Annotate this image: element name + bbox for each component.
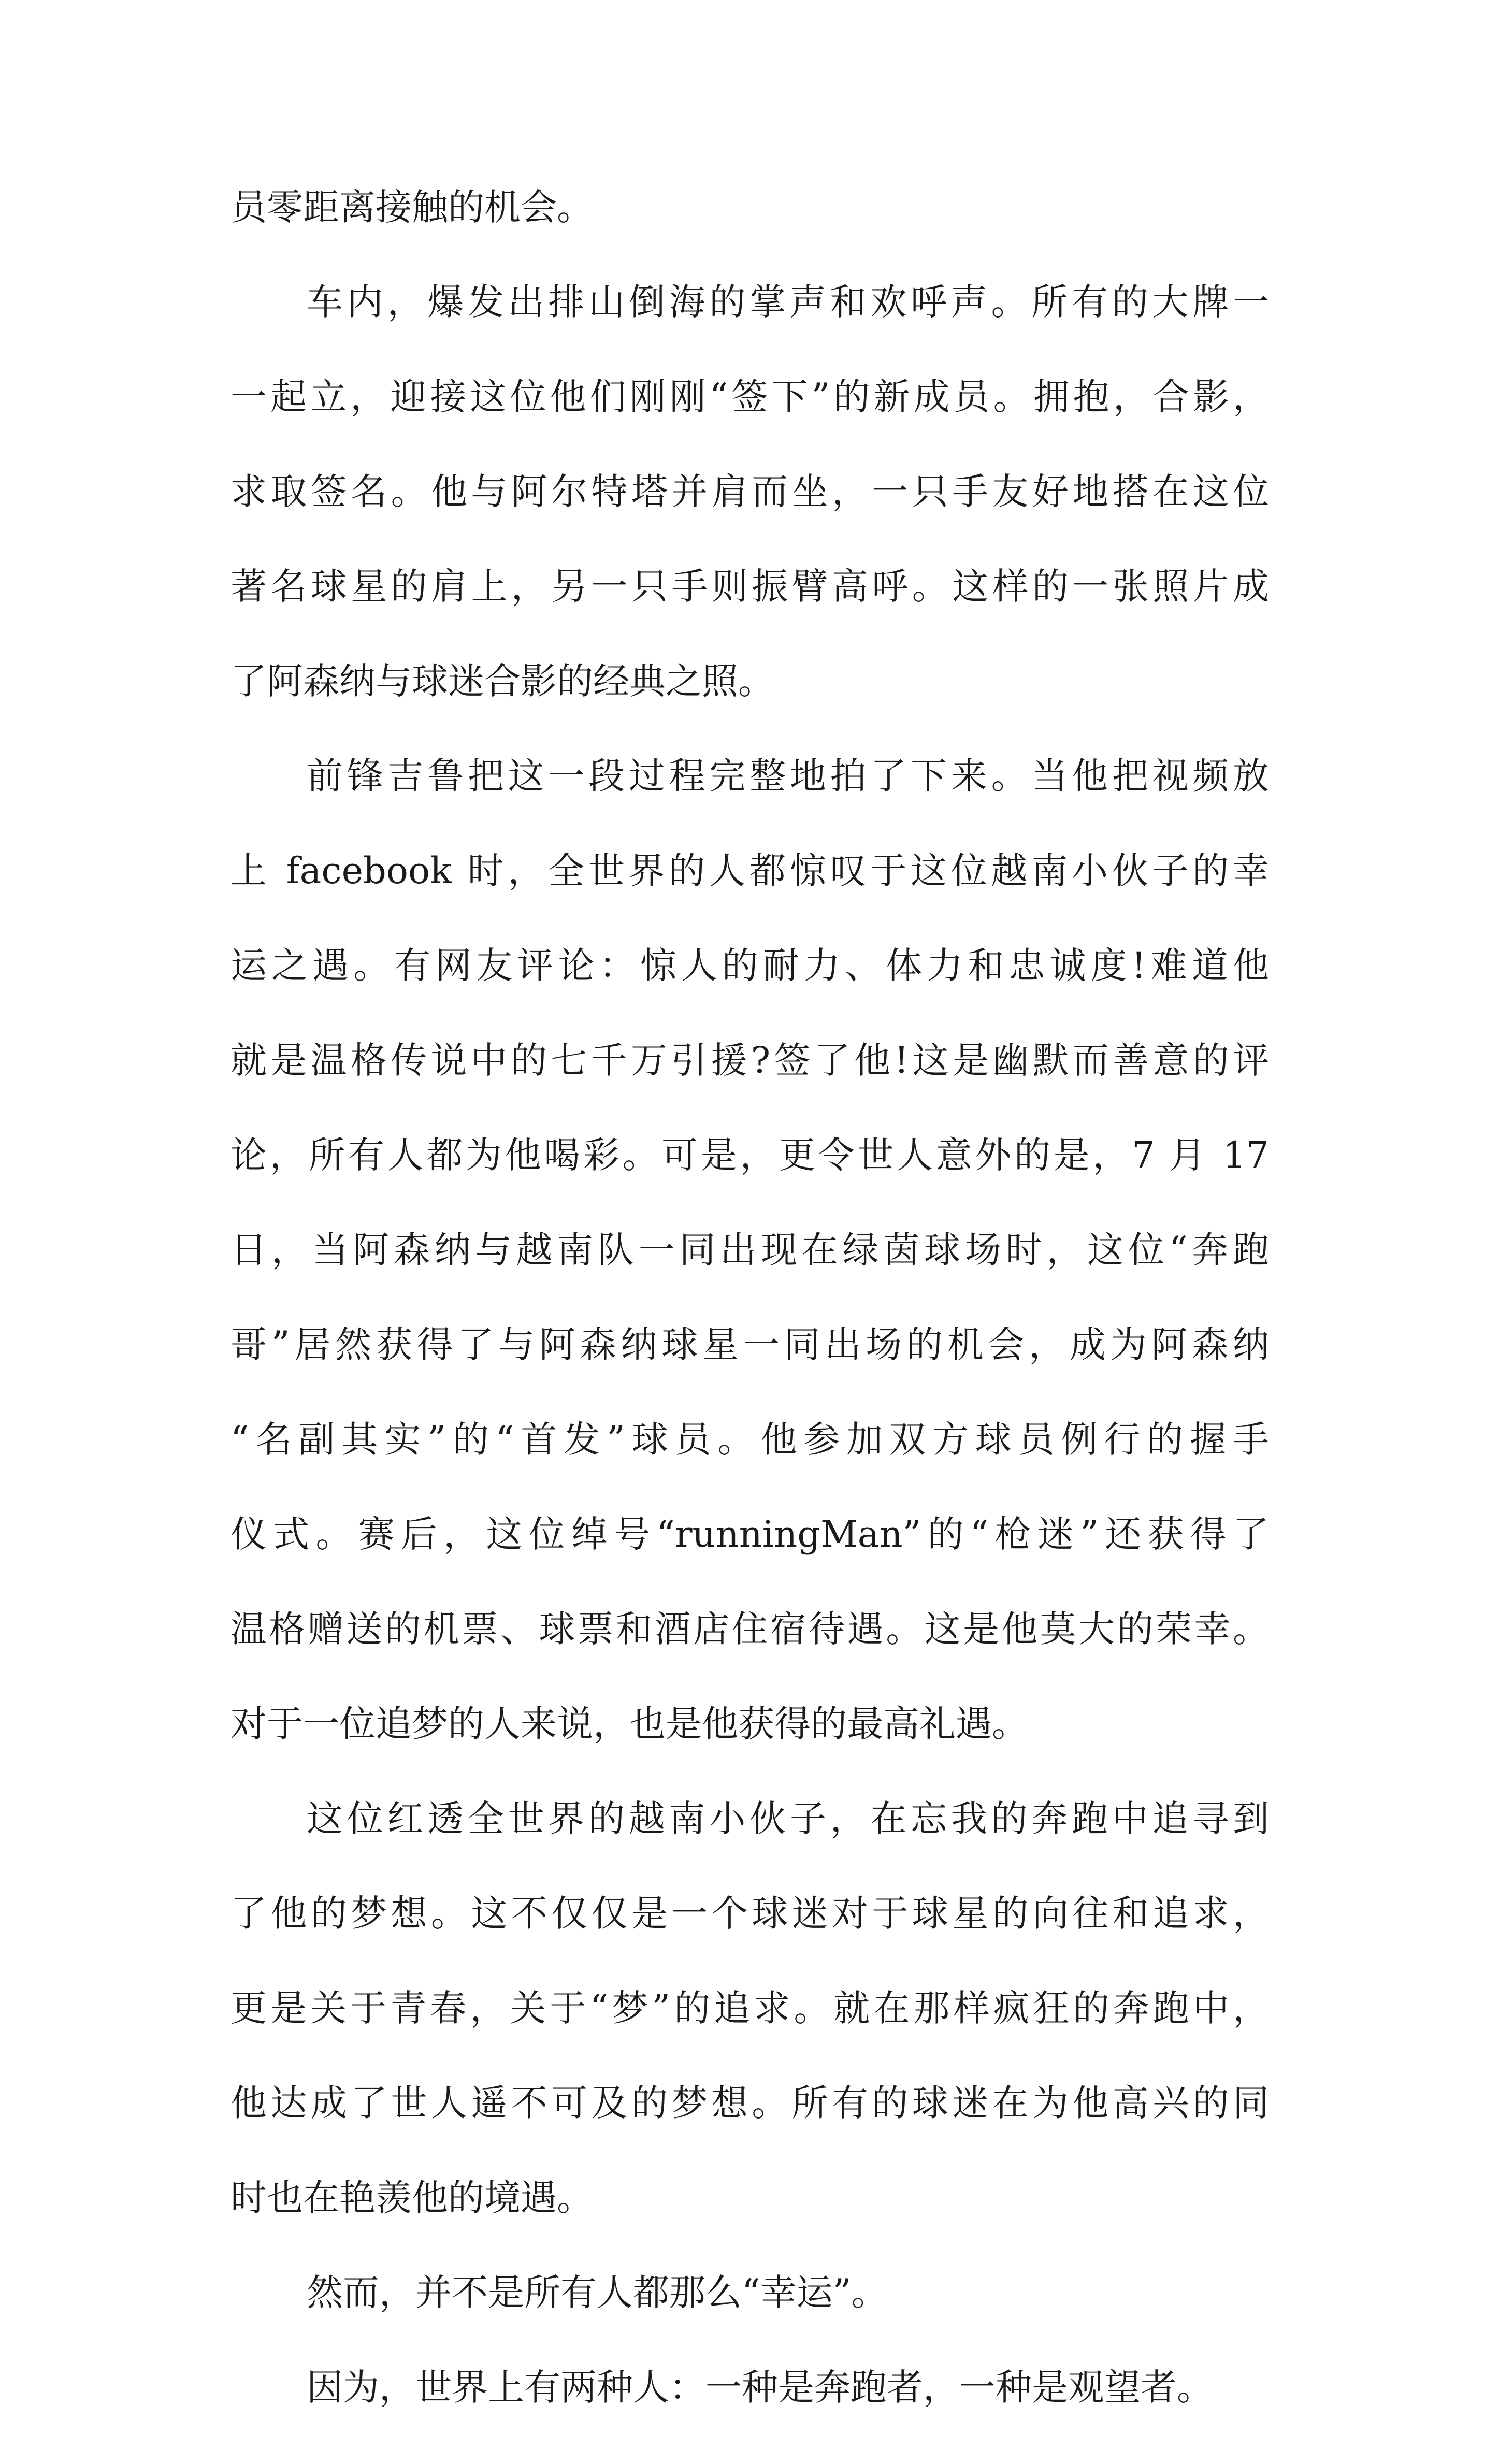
text-line: 一起立，迎接这位他们刚刚“签下”的新成员。拥抱，合影， bbox=[230, 376, 1269, 418]
text-line: 就是温格传说中的七千万引援?签了他!这是幽默而善意的评 bbox=[230, 1039, 1269, 1082]
text-line: 车内，爆发出排山倒海的掌声和欢呼声。所有的大牌一 bbox=[307, 281, 1269, 323]
text-line: 日，当阿森纳与越南队一同出现在绿茵球场时，这位“奔跑 bbox=[230, 1229, 1269, 1271]
document-body bbox=[230, 186, 1269, 2464]
text-line: 著名球星的肩上，另一只手则振臂高呼。这样的一张照片成 bbox=[230, 565, 1269, 608]
text-line: 员零距离接触的机会。 bbox=[230, 186, 593, 228]
text-line: 上 facebook 时，全世界的人都惊叹于这位越南小伙子的幸 bbox=[230, 849, 1269, 892]
text-line: 这位红透全世界的越南小伙子，在忘我的奔跑中追寻到 bbox=[307, 1797, 1269, 1840]
text-line: 仪式。赛后，这位绰号“runningMan”的“枪迷”还获得了 bbox=[230, 1513, 1269, 1555]
text-line: 他达成了世人遥不可及的梦想。所有的球迷在为他高兴的同 bbox=[230, 2082, 1269, 2124]
text-line: 前锋吉鲁把这一段过程完整地拍了下来。当他把视频放 bbox=[307, 755, 1269, 797]
text-line: 温格赠送的机票、球票和酒店住宿待遇。这是他莫大的荣幸。 bbox=[230, 1608, 1269, 1650]
text-line: 更是关于青春，关于“梦”的追求。就在那样疯狂的奔跑中， bbox=[230, 1987, 1269, 2029]
text-line: 运之遇。有网友评论：惊人的耐力、体力和忠诚度!难道他 bbox=[230, 944, 1269, 987]
text-line: 了他的梦想。这不仅仅是一个球迷对于球星的向往和追求， bbox=[230, 1892, 1269, 1935]
text-line: 了阿森纳与球迷合影的经典之照。 bbox=[230, 660, 774, 702]
text-line: 时也在艳羡他的境遇。 bbox=[230, 2177, 593, 2219]
text-line: 求取签名。他与阿尔特塔并肩而坐，一只手友好地搭在这位 bbox=[230, 470, 1269, 513]
text-line: “名副其实”的“首发”球员。他参加双方球员例行的握手 bbox=[230, 1418, 1269, 1461]
text-line: 论，所有人都为他喝彩。可是，更令世人意外的是，7 月 17 bbox=[230, 1134, 1269, 1176]
text-line: 哥”居然获得了与阿森纳球星一同出场的机会，成为阿森纳 bbox=[230, 1323, 1269, 1366]
text-line: 然而，并不是所有人都那么“幸运”。 bbox=[307, 2271, 888, 2314]
text-line: 对于一位追梦的人来说，也是他获得的最高礼遇。 bbox=[230, 1703, 1028, 1745]
text-line: 因为，世界上有两种人：一种是奔跑者，一种是观望者。 bbox=[307, 2366, 1213, 2409]
